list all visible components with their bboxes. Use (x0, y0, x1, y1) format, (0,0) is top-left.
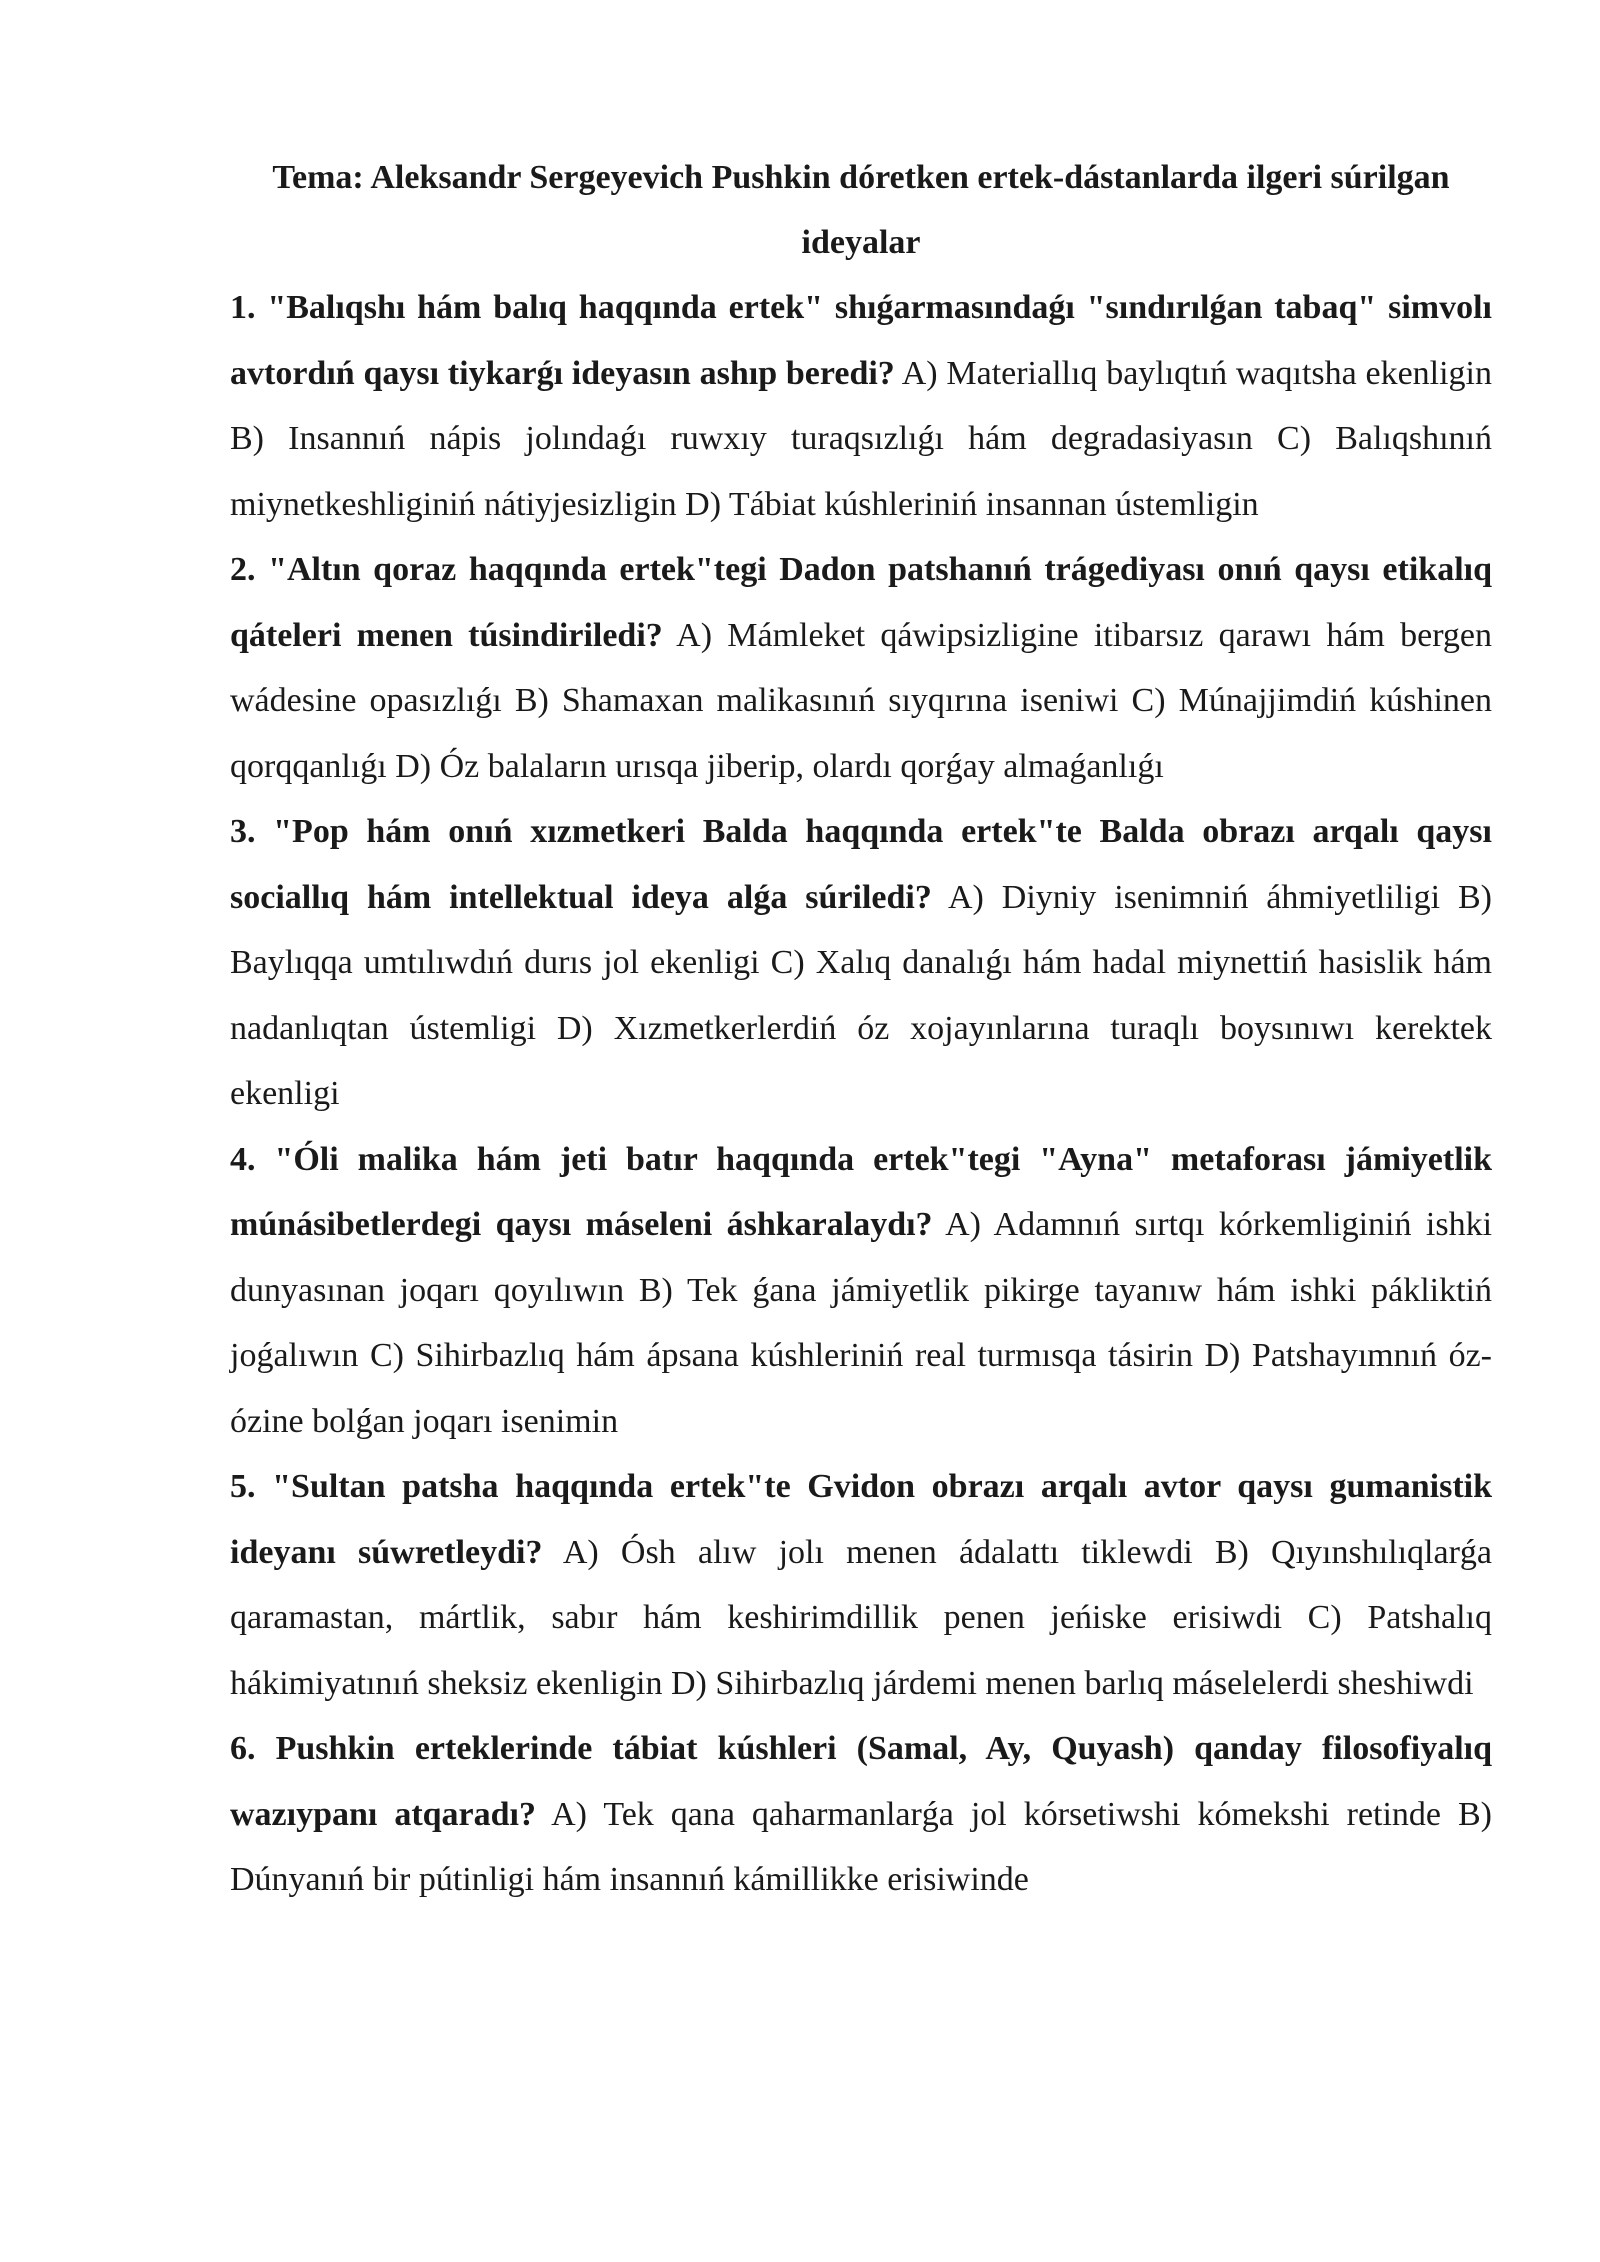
answer-options: A) Diyniy isenimniń áhmiyetliligi B) Baylıqqa umtılıwdıń durıs jol ekenligi C) Xalıq danalıǵı hám hadal miynettiń hasislik hám nadanlıqtan ústemligi D) Xızmetkerlerdiń óz xojayınlarına turaqlı boysınıwı kerektek ekenligi (230, 878, 1493, 1112)
answer-options: A) Mámleket qáwipsizligine itibarsız qarawı hám bergen wádesine opasızlıǵı B) Shamaxan malikasınıń sıyqırına iseniwi C) Múnajjimdiń kúshinen qorqqanlıǵı D) Óz balaların urısqa jiberip, olardı qorǵay almaǵanlıǵı (230, 616, 1493, 785)
question-text: 6. Pushkin erteklerinde tábiat kúshleri (Samal, Ay, Quyash) qanday filosofiyalıq wazıypanı atqaradı? (230, 1730, 1492, 1833)
answer-options: A) Adamnıń sırtqı kórkemliginiń ishki dunyasınan joqarı qoyılıwın B) Tek ǵana jámiyetlik pikirge tayanıw hám ishki pákliktiń joǵalıwın C) Sihirbazlıq hám ápsana kúshleriniń real turmısqa tásirin D) Patshayımnıń óz-ózine bolǵan joqarı isenimin (230, 1206, 1493, 1440)
document-page (230, 145, 1492, 1913)
question-5 (230, 1454, 1492, 1716)
document-title: Tema: Aleksandr Sergeyevich Pushkin dóretken ertek-dástanlarda ilgeri súrilgan ideyalar (272, 159, 1450, 261)
question-2 (230, 537, 1492, 799)
question-text: 3. "Pop hám onıń xızmetkeri Balda haqqında ertek"te Balda obrazı arqalı qaysı sociallıq hám intellektual ideya alǵa súriledi? (230, 813, 1492, 916)
question-text: 1. "Balıqshı hám balıq haqqında ertek" shıǵarmasındaǵı "sındırılǵan tabaq" simvolı avtordıń qaysı tiykarǵı ideyasın ashıp beredi? (230, 289, 1492, 392)
question-1 (230, 275, 1492, 537)
question-text: 4. "Óli malika hám jeti batır haqqında ertek"tegi "Ayna" metaforası jámiyetlik múnásibetlerdegi qaysı máseleni áshkaralaydı? (230, 1140, 1492, 1243)
question-text: 2. "Altın qoraz haqqında ertek"tegi Dadon patshanıń trágediyası onıń qaysı etikalıq qáteleri menen túsindiriledi? (230, 551, 1492, 654)
answer-options: A) Tek qana qaharmanlarǵa jol kórsetiwshi kómekshi retinde B) Dúnyanıń bir pútinligi hám insannıń kámillikke erisiwinde (230, 1795, 1492, 1898)
answer-options: A) Ósh alıw jolı menen ádalattı tiklewdi B) Qıyınshılıqlarǵa qaramastan, mártlik, sabır hám keshirimdillik penen jeńiske erisiwdi C) Patshalıq hákimiyatınıń sheksiz ekenligin D) Sihirbazlıq járdemi menen barlıq máselelerdi sheshiwdi (230, 1533, 1493, 1702)
question-6 (230, 1716, 1492, 1913)
question-3 (230, 799, 1492, 1127)
answer-options: A) Materiallıq baylıqtıń waqıtsha ekenligin B) Insannıń nápis jolındaǵı ruwxıy turaqsızlıǵı hám degradasiyasın C) Balıqshınıń miynetkeshliginiń nátiyjesizligin D) Tábiat kúshleriniń insannan ústemligin (230, 354, 1493, 523)
question-text: 5. "Sultan patsha haqqında ertek"te Gvidon obrazı arqalı avtor qaysı gumanistik ideyanı súwretleydi? (230, 1468, 1492, 1571)
question-4 (230, 1127, 1492, 1455)
